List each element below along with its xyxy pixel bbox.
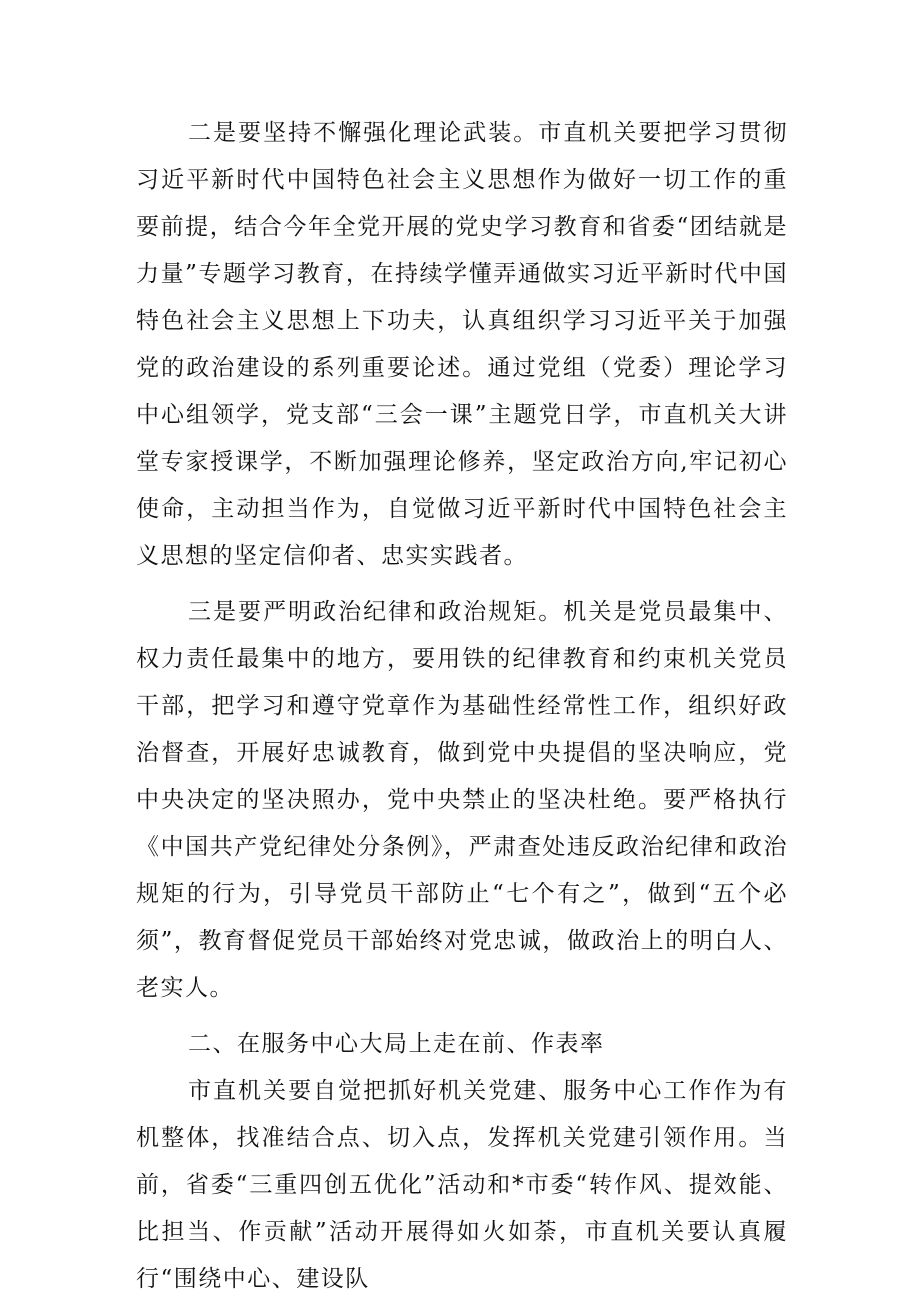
section-heading: 二、在服务中心大局上走在前、作表率 (188, 1031, 605, 1057)
paragraph-theory-study: 二是要坚持不懈强化理论武装。市直机关要把学习贯彻习近平新时代中国特色社会主义思想作为做好一切工作的重要前提，结合今年全党开展的党史学习教育和省委“团结就是力量”专题学习教育，在持续学懂弄通做实习近平新时代中国特色社会主义思想上下功夫，认真组织学习习近平关于加强党的政治建设的系列重要论述。通过党组（党委）理论学习中心组领学，党支部“三会一课”主题党日学，市直机关大讲堂专家授课学，不断加强理论修养，坚定政治方向,牢记初心使命，主动担当作为，自觉做习近平新时代中国特色社会主义思想的坚定信仰者、忠实实践者。 (136, 120, 788, 569)
paragraph-serve-center: 市直机关要自觉把抓好机关党建、服务中心工作作为有机整体，找准结合点、切入点，发挥机关党建引领作用。当前，省委“三重四创五优化”活动和*市委“转作风、提效能、比担当、作贡献”活动开展得如火如荼，市直机关要认真履行“围绕中心、建设队 (136, 1078, 788, 1292)
document-body (136, 110, 788, 1303)
paragraph-political-discipline: 三是要严明政治纪律和政治规矩。机关是党员最集中、权力责任最集中的地方，要用铁的纪律教育和约束机关党员干部，把学习和遵守党章作为基础性经常性工作，组织好政治督查，开展好忠诚教育，做到党中央提倡的坚决响应，党中央决定的坚决照办，党中央禁止的坚决杜绝。要严格执行《中国共产党纪律处分条例》，严肃查处违反政治纪律和政治规矩的行为，引导党员干部防止“七个有之”，做到“五个必须”，教育督促党员干部始终对党忠诚，做政治上的明白人、老实人。 (136, 599, 788, 1001)
